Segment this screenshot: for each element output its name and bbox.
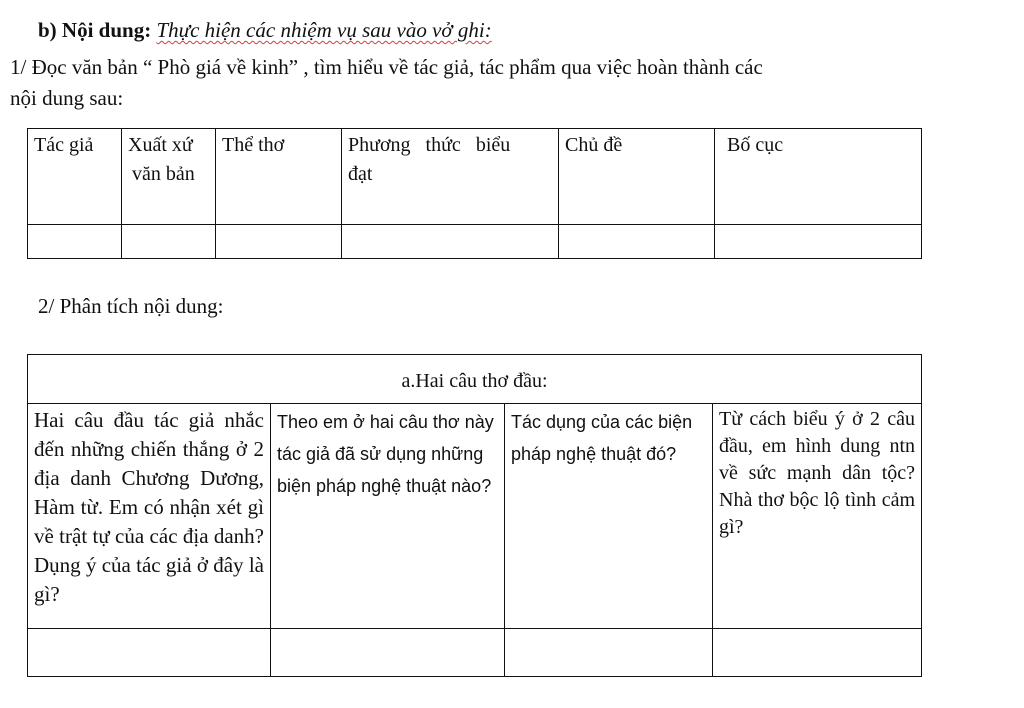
- question-cell-4: Từ cách biểu ý ở 2 câu đầu, em hình dung ntn về sức mạnh dân tộc? Nhà thơ bộc lộ tình cảm gì?: [713, 404, 922, 629]
- answer-cell-1[interactable]: [28, 629, 271, 677]
- col-header-form: Thể thơ: [216, 129, 342, 225]
- col-header-structure: Bố cục: [715, 129, 922, 225]
- section-instruction: Thực hiện các nhiệm vụ sau vào vở ghi:: [156, 18, 492, 42]
- empty-cell[interactable]: [559, 225, 715, 259]
- section-label: b) Nội dung:: [38, 18, 152, 42]
- empty-cell[interactable]: [122, 225, 216, 259]
- col-header-author: Tác giả: [28, 129, 122, 225]
- col-header-theme: Chủ đề: [559, 129, 715, 225]
- answer-cell-3[interactable]: [505, 629, 713, 677]
- question-cell-2: Theo em ở hai câu thơ này tác giả đã sử dụng những biện pháp nghệ thuật nào?: [271, 404, 505, 629]
- answer-cell-2[interactable]: [271, 629, 505, 677]
- empty-cell[interactable]: [28, 225, 122, 259]
- col-header-origin: Xuất xứ văn bản: [122, 129, 216, 225]
- analysis-table: [27, 354, 922, 677]
- task2-title: 2/ Phân tích nội dung:: [38, 294, 224, 318]
- empty-cell[interactable]: [342, 225, 559, 259]
- question-cell-3: Tác dụng của các biện pháp nghệ thuật đó?: [505, 404, 713, 629]
- answer-cell-4[interactable]: [713, 629, 922, 677]
- question-cell-1: Hai câu đầu tác giả nhắc đến những chiến thắng ở 2 địa danh Chương Dương, Hàm từ. Em có nhận xét gì về trật tự của các địa danh? Dụng ý của tác giả ở đây là gì?: [28, 404, 271, 629]
- empty-cell[interactable]: [216, 225, 342, 259]
- section-header: [38, 18, 492, 43]
- info-table: [27, 128, 922, 259]
- task1-line1: 1/ Đọc văn bản “ Phò giá về kinh” , tìm hiểu về tác giả, tác phẩm qua việc hoàn thành các: [10, 55, 763, 79]
- analysis-heading: a.Hai câu thơ đầu:: [28, 355, 922, 404]
- col-header-mode: Phương thức biểu đạt: [342, 129, 559, 225]
- task1-line2: nội dung sau:: [10, 86, 124, 110]
- empty-cell[interactable]: [715, 225, 922, 259]
